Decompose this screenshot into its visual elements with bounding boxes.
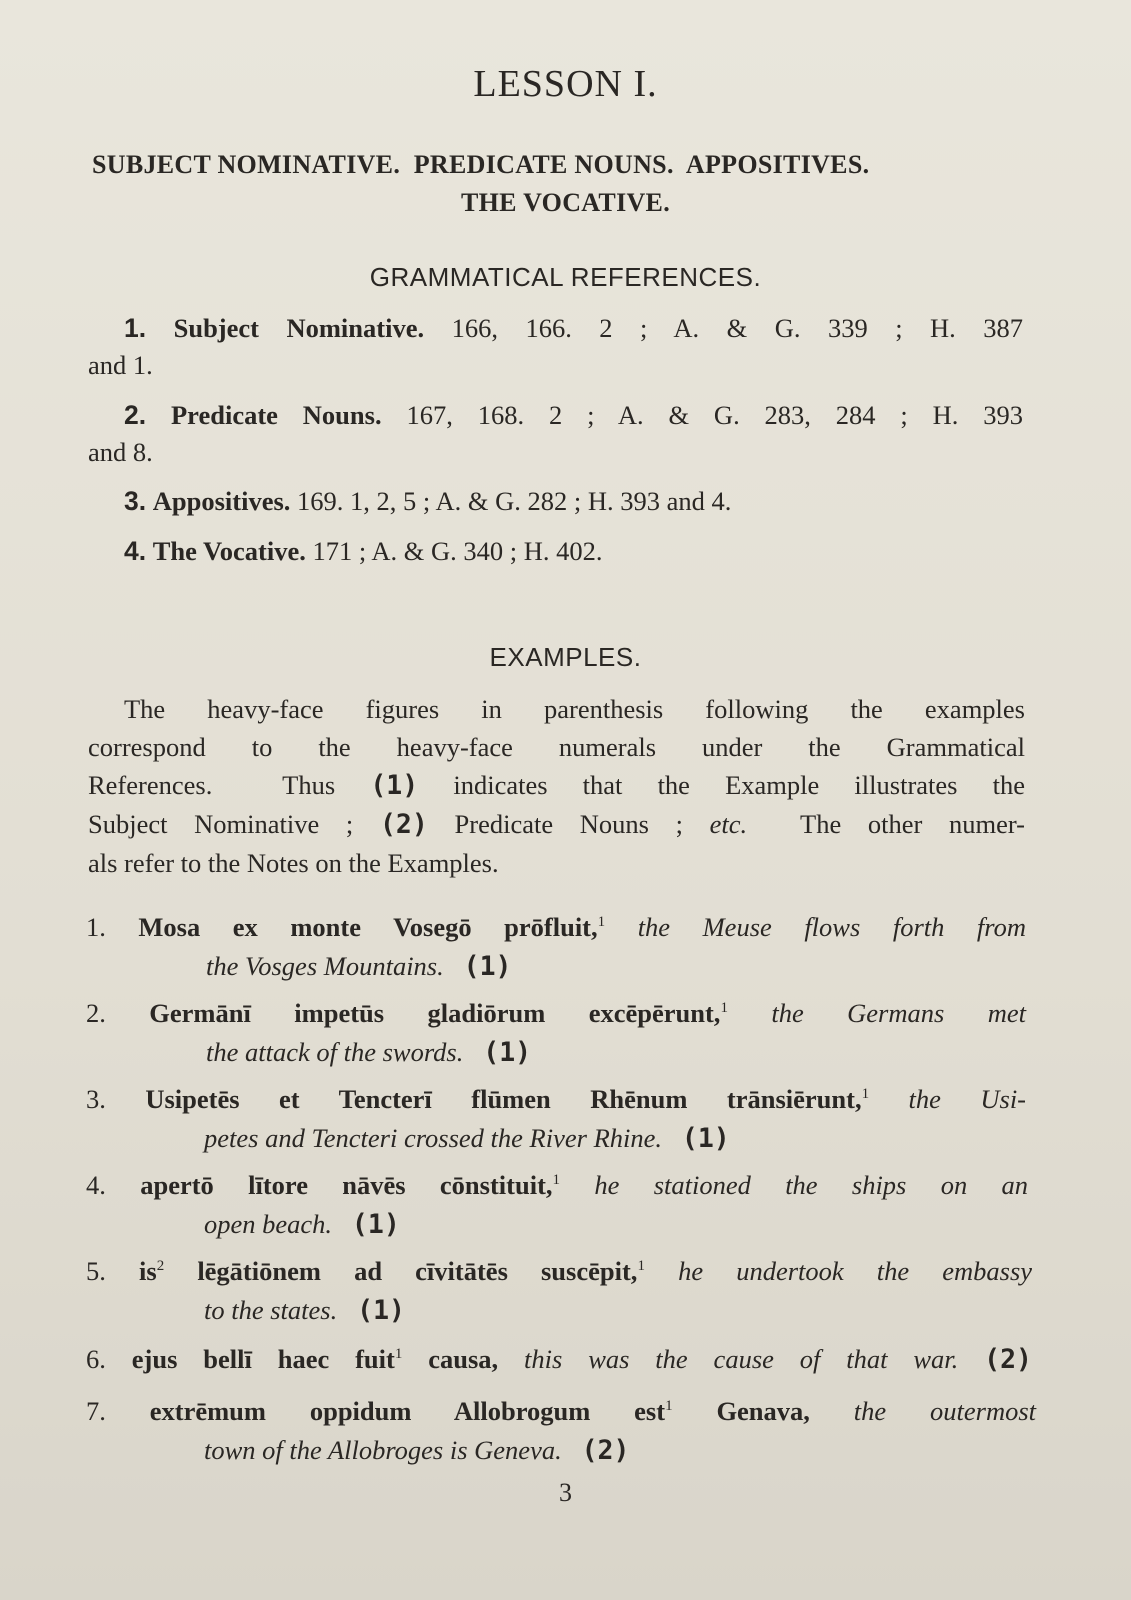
footnote-ref: 2 (156, 1258, 165, 1275)
reference-citation: 167, 168. 2 ; A. & G. 283, 284 ; H. 393 (406, 400, 1024, 430)
examples-heading: EXAMPLES. (489, 642, 642, 672)
footnote-ref: 1 (597, 914, 606, 931)
example-number: 4. (86, 1170, 106, 1200)
reference-item-2 (88, 400, 1023, 468)
footnote-ref: 1 (394, 1346, 403, 1363)
example-latin: Genava, (716, 1396, 810, 1426)
footnote-ref: 1 (552, 1172, 561, 1189)
example-translation-cont: the attack of the swords. (206, 1037, 464, 1067)
example-latin: Mosa ex monte Vosegō prōfluit, (138, 912, 598, 942)
example-latin: is (139, 1256, 157, 1286)
subtitle-line-2: THE VOCATIVE. (460, 188, 671, 217)
intro-line-2: correspond to the heavy-face numerals under the Grammatical (88, 732, 1025, 762)
intro-text: Subject Nominative ; (88, 809, 380, 839)
lesson-heading: LESSON I. (473, 63, 658, 105)
intro-line-1: The heavy-face figures in parenthesis following the examples (124, 694, 1025, 724)
example-item-2 (86, 998, 1026, 1068)
example-translation-cont: to the states. (204, 1295, 338, 1325)
example-latin: ejus bellī haec fuit (131, 1344, 395, 1374)
example-translation: this was the cause of that war. (524, 1344, 959, 1374)
example-latin: Usipetēs et Tencterī flūmen Rhēnum trānsiērunt, (145, 1084, 862, 1114)
example-translation-cont: open beach. (204, 1209, 333, 1239)
examples-intro (88, 690, 1025, 882)
reference-number: 4. (124, 536, 147, 566)
example-number: 2. (86, 998, 106, 1028)
reference-item-4 (124, 536, 603, 567)
example-translation-cont: petes and Tencteri crossed the River Rhine. (204, 1123, 663, 1153)
reference-citation: 171 ; A. & G. 340 ; H. 402. (312, 536, 603, 566)
example-number: 5. (86, 1256, 106, 1286)
reference-label: Subject Nominative. (173, 313, 425, 343)
example-translation-cont: the Vosges Mountains. (206, 951, 444, 981)
example-number: 1. (86, 912, 106, 942)
subtitle-line-1: SUBJECT NOMINATIVE. PREDICATE NOUNS. APPOSITIVES. (92, 150, 870, 179)
example-translation-cont: town of the Allobroges is Geneva. (204, 1435, 562, 1465)
intro-figure: (1) (370, 770, 419, 801)
example-translation: the Germans met (771, 998, 1026, 1028)
example-latin: causa, (428, 1344, 499, 1374)
reference-label: Appositives. (152, 486, 291, 516)
intro-line-4 (88, 805, 1025, 844)
example-ref-figure: (1) (463, 951, 512, 982)
reference-label: Predicate Nouns. (170, 400, 382, 430)
intro-text: indicates that the Example illustrates the (418, 770, 1025, 800)
footnote-ref: 1 (637, 1258, 645, 1275)
example-translation: the Usi- (908, 1084, 1027, 1114)
footnote-ref: 1 (861, 1086, 870, 1103)
example-ref-figure: (1) (681, 1123, 730, 1154)
reference-citation: 166, 166. 2 ; A. & G. 339 ; H. 387 (451, 313, 1024, 343)
footnote-ref: 1 (665, 1398, 673, 1415)
example-ref-figure: (2) (984, 1344, 1033, 1375)
example-number: 7. (86, 1396, 106, 1426)
reference-citation-cont: and 1. (88, 350, 153, 380)
intro-figure: (2) (379, 809, 428, 840)
intro-text: The other numer- (747, 809, 1025, 839)
footnote-ref: 1 (720, 1000, 728, 1017)
example-ref-figure: (1) (357, 1295, 405, 1326)
example-number: 6. (86, 1344, 106, 1374)
example-latin: lēgātiōnem ad cīvitātēs suscēpit, (197, 1256, 638, 1286)
references-heading: GRAMMATICAL REFERENCES. (369, 262, 762, 292)
example-latin: Germānī impetūs gladiōrum excēpērunt, (149, 998, 721, 1028)
example-translation: the outermost (853, 1396, 1037, 1426)
example-ref-figure: (1) (483, 1037, 532, 1068)
page-number: 3 (559, 1478, 572, 1507)
example-translation: he undertook the embassy (678, 1256, 1033, 1286)
reference-citation-cont: and 8. (88, 437, 153, 467)
example-number: 3. (86, 1084, 106, 1114)
reference-item-1 (88, 313, 1023, 381)
intro-line-3 (88, 766, 1025, 805)
example-ref-figure: (1) (351, 1209, 400, 1240)
intro-text: References. Thus (88, 770, 371, 800)
reference-number: 3. (124, 486, 147, 516)
intro-etc: etc. (709, 809, 748, 839)
reference-number: 2. (124, 400, 147, 430)
reference-label: The Vocative. (152, 536, 306, 566)
example-translation: he stationed the ships on an (594, 1170, 1029, 1200)
example-item-7 (86, 1396, 1036, 1466)
reference-number: 1. (124, 313, 147, 343)
intro-line-5: als refer to the Notes on the Examples. (88, 848, 499, 878)
example-item-1 (86, 912, 1026, 982)
example-latin: apertō lītore nāvēs cōnstituit, (140, 1170, 553, 1200)
example-item-6 (86, 1344, 1032, 1375)
intro-text: Predicate Nouns ; (427, 809, 710, 839)
example-item-5 (86, 1256, 1032, 1326)
example-item-3 (86, 1084, 1026, 1154)
example-ref-figure: (2) (581, 1435, 630, 1466)
example-item-4 (86, 1170, 1028, 1240)
example-translation: the Meuse flows forth from (637, 912, 1026, 942)
reference-item-3 (124, 486, 731, 517)
example-latin: extrēmum oppidum Allobrogum est (149, 1396, 666, 1426)
reference-citation: 169. 1, 2, 5 ; A. & G. 282 ; H. 393 and 4. (297, 486, 732, 516)
